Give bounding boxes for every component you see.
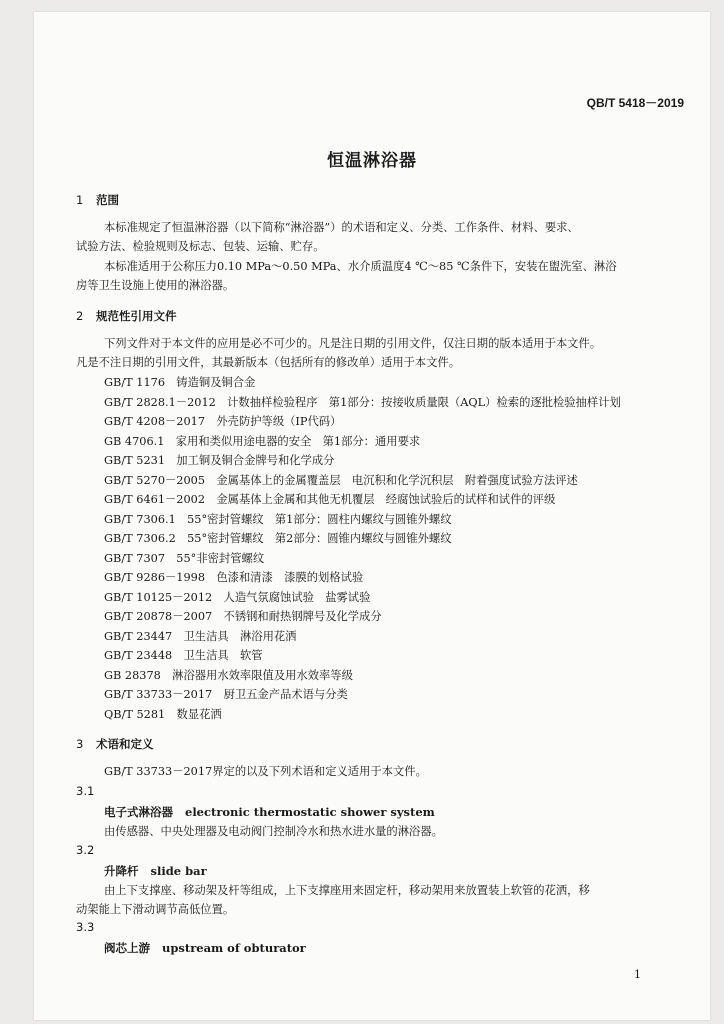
page-number: 1 [634, 968, 641, 981]
section-number: 1 [76, 193, 84, 207]
standard-code: QB/T 5418－2019 [586, 96, 684, 110]
term-number: 3.2 [76, 843, 95, 857]
reference-item: GB/T 7307 55°非密封管螺纹 [104, 552, 265, 565]
section-title: 术语和定义 [96, 737, 154, 751]
term-zh: 阀芯上游 [104, 941, 150, 955]
term-title [104, 863, 207, 879]
reference-item: GB/T 5270－2005 金属基体上的金属覆盖层 电沉积和化学沉积层 附着强度试验方法评述 [104, 474, 578, 487]
scope-para-1-line-1: 本标准规定了恒温淋浴器（以下简称“淋浴器”）的术语和定义、分类、工作条件、材料、要求、 [104, 221, 579, 234]
reference-item: GB/T 20878－2007 不锈钢和耐热钢牌号及化学成分 [104, 610, 382, 623]
references-intro-line-1: 下列文件对于本文件的应用是必不可少的。凡是注日期的引用文件，仅注日期的版本适用于本文件。 [104, 337, 602, 350]
reference-item: GB 4706.1 家用和类似用途电器的安全 第1部分：通用要求 [104, 435, 421, 448]
reference-item: GB/T 7306.1 55°密封管螺纹 第1部分：圆柱内螺纹与圆锥外螺纹 [104, 513, 452, 526]
section-title: 规范性引用文件 [96, 309, 177, 323]
term-title [104, 940, 306, 956]
reference-item: GB/T 9286－1998 色漆和清漆 漆膜的划格试验 [104, 571, 364, 584]
term-en: electronic thermostatic shower system [185, 805, 435, 819]
section-number: 3 [76, 737, 84, 751]
terms-intro: GB/T 33733－2017界定的以及下列术语和定义适用于本文件。 [104, 765, 427, 778]
reference-item: GB/T 4208－2017 外壳防护等级（IP代码） [104, 415, 342, 428]
reference-item: GB/T 23448 卫生洁具 软管 [104, 649, 263, 662]
term-en: slide bar [150, 864, 207, 878]
reference-item: GB/T 33733－2017 厨卫五金产品术语与分类 [104, 688, 348, 701]
term-definition-line-2: 动架能上下滑动调节高低位置。 [76, 903, 235, 916]
reference-item: GB/T 23447 卫生洁具 淋浴用花洒 [104, 630, 297, 643]
scope-para-1-line-2: 试验方法、检验规则及标志、包装、运输、贮存。 [76, 240, 325, 253]
term-en: upstream of obturator [162, 941, 306, 955]
scope-para-2-line-1: 本标准适用于公称压力0.10 MPa～0.50 MPa、水介质温度4 ℃～85 ℃条件下，安装在盥洗室、淋浴 [104, 260, 617, 273]
section-1-heading [76, 192, 119, 208]
reference-item: GB/T 7306.2 55°密封管螺纹 第2部分：圆锥内螺纹与圆锥外螺纹 [104, 532, 452, 545]
section-title: 范围 [96, 193, 119, 207]
section-3-heading [76, 736, 154, 752]
reference-item: GB/T 2828.1－2012 计数抽样检验程序 第1部分：按接收质量限（AQL）检索的逐批检验抽样计划 [104, 396, 621, 409]
term-definition: 由传感器、中央处理器及电动阀门控制冷水和热水进水量的淋浴器。 [104, 825, 443, 838]
reference-item: QB/T 5281 数显花洒 [104, 708, 222, 721]
term-number: 3.3 [76, 920, 95, 934]
term-title [104, 804, 435, 820]
section-number: 2 [76, 309, 84, 323]
reference-item: GB/T 5231 加工铜及铜合金牌号和化学成分 [104, 454, 335, 467]
reference-item: GB/T 6461－2002 金属基体上金属和其他无机覆层 经腐蚀试验后的试样和试件的评级 [104, 493, 556, 506]
document-title: 恒温淋浴器 [327, 151, 417, 171]
reference-item: GB/T 1176 铸造铜及铜合金 [104, 376, 256, 389]
term-number: 3.1 [76, 784, 95, 798]
section-2-heading [76, 308, 177, 324]
reference-item: GB/T 10125－2012 人造气氛腐蚀试验 盐雾试验 [104, 591, 371, 604]
term-zh: 升降杆 [104, 864, 139, 878]
references-intro-line-2: 凡是不注日期的引用文件，其最新版本（包括所有的修改单）适用于本文件。 [76, 356, 461, 369]
document-page [34, 12, 710, 1020]
term-zh: 电子式淋浴器 [104, 805, 173, 819]
scope-para-2-line-2: 房等卫生设施上使用的淋浴器。 [76, 279, 235, 292]
reference-item: GB 28378 淋浴器用水效率限值及用水效率等级 [104, 669, 353, 682]
term-definition-line-1: 由上下支撑座、移动架及杆等组成，上下支撑座用来固定杆，移动架用来放置装上软管的花洒，移 [104, 884, 590, 897]
